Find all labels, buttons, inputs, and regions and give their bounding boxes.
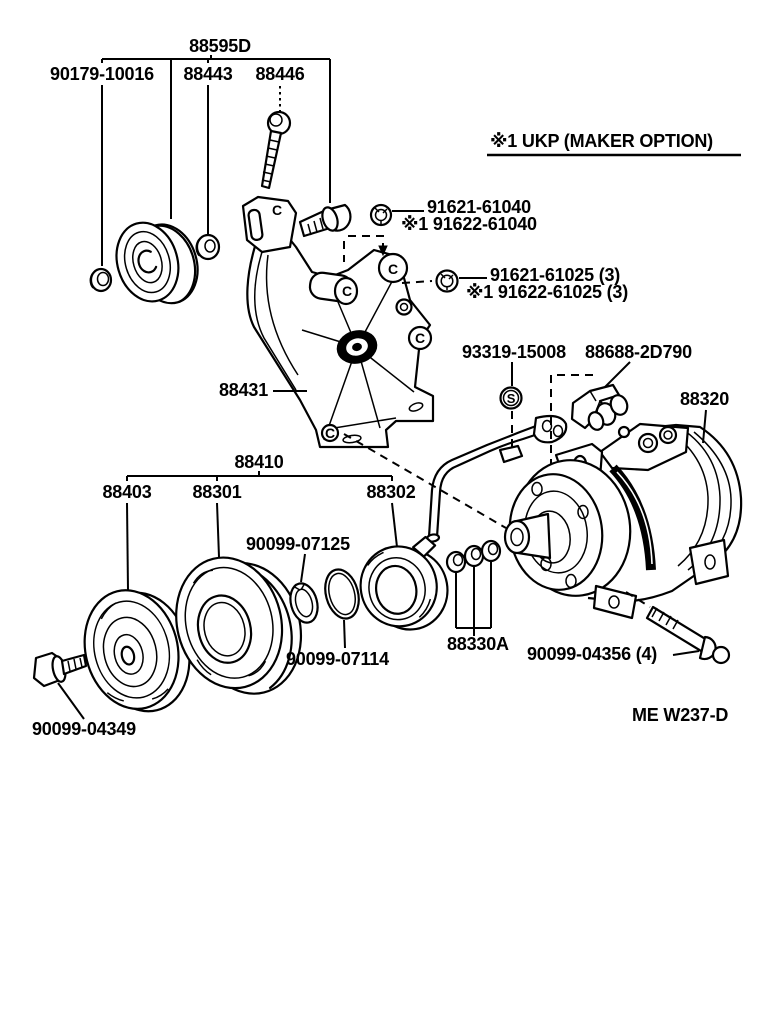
part-label-91622-61040: ※1 91622-61040 bbox=[401, 214, 537, 234]
part-label-90099-04349: 90099-04349 bbox=[32, 719, 136, 739]
part-label-88410: 88410 bbox=[234, 452, 284, 472]
part-label-88302: 88302 bbox=[366, 482, 416, 502]
bolt-88446-drawing bbox=[262, 112, 290, 188]
idler-pulley-drawing bbox=[108, 210, 207, 315]
c-mark: C bbox=[325, 425, 335, 441]
part-label-90099-04356: 90099-04356 (4) bbox=[527, 644, 658, 664]
clutch-coil-drawing bbox=[354, 535, 454, 638]
part-label-88446: 88446 bbox=[255, 64, 305, 84]
part-label-88301: 88301 bbox=[192, 482, 242, 502]
hose-clamp-drawing bbox=[500, 446, 522, 462]
bracket-88431-drawing bbox=[243, 197, 433, 447]
svg-text:S: S bbox=[506, 391, 516, 406]
part-label-88443: 88443 bbox=[183, 64, 233, 84]
shim-ring-drawing bbox=[320, 566, 364, 623]
stud-bolt-drawing bbox=[647, 607, 729, 663]
bolt-04349-drawing bbox=[34, 653, 86, 686]
c-mark: C bbox=[388, 261, 398, 277]
c-mark: C bbox=[272, 202, 282, 218]
figure-code: ME W237-D bbox=[632, 705, 729, 725]
nut-88443-drawing bbox=[197, 235, 219, 259]
part-label-88688-2D790: 88688-2D790 bbox=[585, 342, 692, 362]
leader-07114 bbox=[344, 620, 345, 648]
part-label-91621-61040: 91621-61040 bbox=[427, 197, 531, 217]
part-label-93319-15008: 93319-15008 bbox=[462, 342, 566, 362]
leader-88688 bbox=[603, 362, 630, 389]
nut-90179-drawing bbox=[90, 269, 111, 291]
part-label-88320: 88320 bbox=[680, 389, 730, 409]
leader-04356 bbox=[673, 651, 699, 655]
bolt-pivot-drawing bbox=[300, 205, 350, 236]
nut-91621-61040-drawing bbox=[371, 205, 391, 225]
c-mark: C bbox=[342, 283, 352, 299]
leader-07125 bbox=[301, 554, 305, 582]
part-label-88595D: 88595D bbox=[189, 36, 251, 56]
part-label-90099-07125: 90099-07125 bbox=[246, 534, 350, 554]
maker-option-note: ※1 UKP (MAKER OPTION) bbox=[490, 131, 713, 151]
dashed-leader-61025 bbox=[402, 281, 432, 283]
s-symbol bbox=[501, 388, 522, 409]
part-label-88403: 88403 bbox=[102, 482, 152, 502]
leader-04349 bbox=[58, 683, 84, 719]
part-label-88431: 88431 bbox=[219, 380, 269, 400]
c-mark: C bbox=[415, 330, 425, 346]
part-label-91621-61025: 91621-61025 (3) bbox=[490, 265, 621, 285]
part-label-90179-10016: 90179-10016 bbox=[50, 64, 154, 84]
part-label-91622-61025: ※1 91622-61025 (3) bbox=[466, 282, 629, 302]
leader-88330A bbox=[456, 562, 491, 636]
part-label-88330A: 88330A bbox=[447, 634, 509, 654]
nut-91621-61025-drawing bbox=[437, 271, 458, 292]
part-label-90099-07114: 90099-07114 bbox=[286, 649, 389, 669]
